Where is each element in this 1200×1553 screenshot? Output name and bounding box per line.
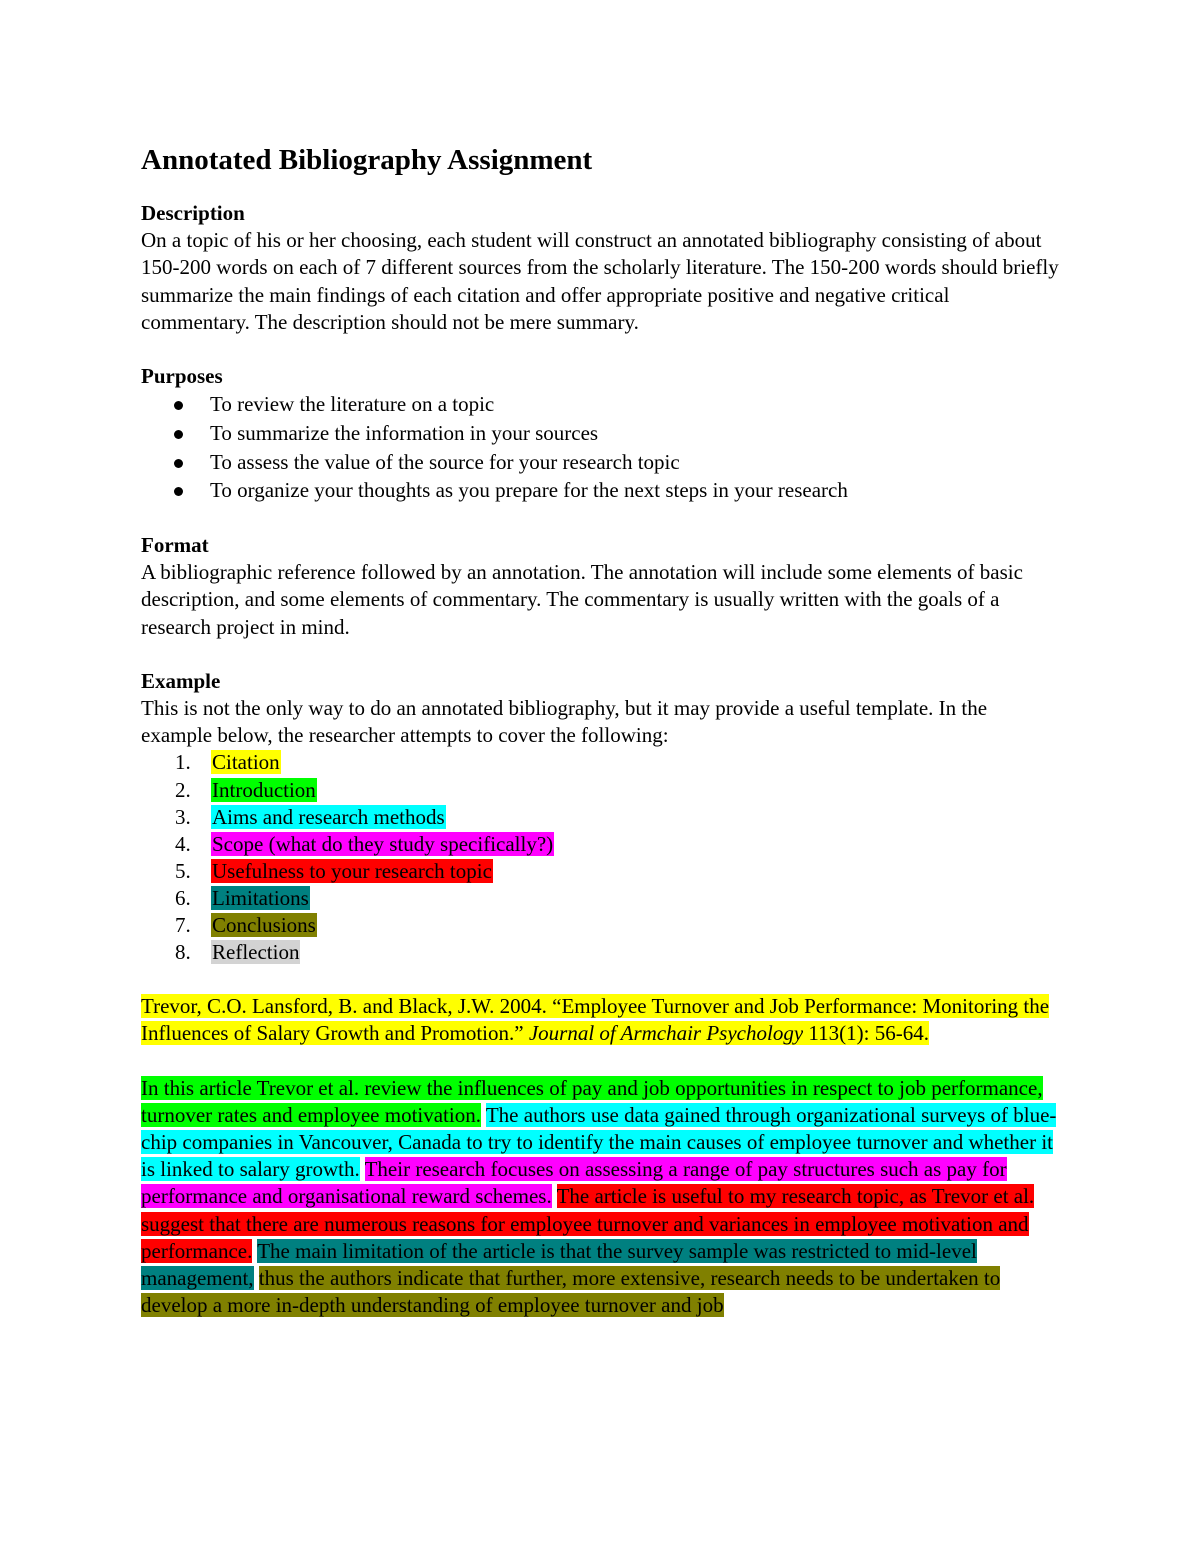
list-number: 6. bbox=[175, 885, 191, 910]
list-number: 5. bbox=[175, 858, 191, 883]
list-item bbox=[141, 777, 1061, 804]
purpose-text: To summarize the information in your sources bbox=[210, 420, 599, 445]
citation-journal: Journal of Armchair Psychology bbox=[528, 1021, 804, 1046]
list-number: 4. bbox=[175, 831, 191, 856]
list-item bbox=[141, 804, 1061, 831]
list-item bbox=[141, 912, 1061, 939]
annotation-usefulness: The article is useful to my research topic, as Trevor et al. suggest that there are numerous reasons for employee turnover and variances in employee motivation and performance. bbox=[141, 1184, 1035, 1263]
format-text: A bibliographic reference followed by an annotation. The annotation will include some elements of basic description, and some elements of commentary. The commentary is usually written with the goals of a research project in mind. bbox=[141, 560, 1023, 639]
annotation-introduction: In this article Trevor et al. review the influences of pay and job opportunities in respect to job performance, turnover rates and employee motivation. bbox=[141, 1075, 1043, 1127]
element-label-introduction: Introduction bbox=[212, 777, 316, 802]
bullet-icon bbox=[174, 401, 183, 410]
list-item bbox=[141, 885, 1061, 912]
list-number: 1. bbox=[175, 750, 191, 775]
list-number: 3. bbox=[175, 804, 191, 829]
purposes-list bbox=[141, 390, 1061, 505]
citation-authors-title: Trevor, C.O. Lansford, B. and Black, J.W. 2004. “Employee Turnover and Job Performance: Monitoring the Influences of Salary Growth and Promotion.” bbox=[141, 994, 1050, 1046]
document-page bbox=[141, 140, 1061, 1319]
list-number: 8. bbox=[175, 940, 191, 965]
list-number: 7. bbox=[175, 913, 191, 938]
bullet-icon bbox=[174, 487, 183, 496]
element-label-reflection: Reflection bbox=[212, 940, 300, 965]
list-item bbox=[141, 476, 1061, 505]
element-list bbox=[141, 749, 1061, 966]
purpose-text: To organize your thoughts as you prepare for the next steps in your research bbox=[210, 478, 848, 503]
description-text: On a topic of his or her choosing, each student will construct an annotated bibliography consisting of about 150-200 words on each of 7 different sources from the scholarly literature. The 150-200 words should briefly summarize the main findings of each citation and offer appropriate positive and negative critical commentary. The description should not be mere summary. bbox=[141, 228, 1059, 334]
list-item bbox=[141, 390, 1061, 419]
citation-volume-pages: 113(1): 56-64. bbox=[803, 1021, 929, 1046]
list-item bbox=[141, 419, 1061, 448]
format-heading: Format bbox=[141, 533, 209, 558]
example-intro: This is not the only way to do an annotated bibliography, but it may provide a useful template. In the example below, the researcher attempts to cover the following: bbox=[141, 696, 988, 748]
purposes-section bbox=[141, 363, 1061, 505]
example-section bbox=[141, 668, 1061, 966]
list-item bbox=[141, 448, 1061, 477]
element-label-limitations: Limitations bbox=[212, 885, 309, 910]
format-section bbox=[141, 532, 1061, 641]
annotation-paragraph bbox=[141, 1075, 1061, 1320]
list-item bbox=[141, 858, 1061, 885]
bullet-icon bbox=[174, 430, 183, 439]
annotation-scope: Their research focuses on assessing a range of pay structures such as pay for performance and organisational reward schemes. bbox=[141, 1157, 1007, 1209]
purpose-text: To assess the value of the source for your research topic bbox=[210, 449, 680, 474]
annotation-aims: The authors use data gained through organizational surveys of blue-chip companies in Vancouver, Canada to try to identify the main causes of employee turnover and whether it is linked to salary growth. bbox=[141, 1102, 1057, 1182]
bullet-icon bbox=[174, 459, 183, 468]
list-item bbox=[141, 939, 1061, 966]
element-label-scope: Scope (what do they study specifically?) bbox=[212, 831, 554, 856]
annotation-conclusions: thus the authors indicate that further, more extensive, research needs to be undertaken to develop a more in-depth understanding of employee turnover and job bbox=[141, 1266, 1001, 1318]
list-item bbox=[141, 831, 1061, 858]
list-item bbox=[141, 749, 1061, 776]
element-label-usefulness: Usefulness to your research topic bbox=[212, 858, 492, 883]
description-section bbox=[141, 200, 1061, 336]
list-number: 2. bbox=[175, 777, 191, 802]
purposes-heading: Purposes bbox=[141, 364, 223, 389]
purpose-text: To review the literature on a topic bbox=[210, 392, 495, 417]
element-label-conclusions: Conclusions bbox=[212, 913, 316, 938]
document-title: Annotated Bibliography Assignment bbox=[141, 144, 593, 176]
example-heading: Example bbox=[141, 668, 221, 693]
element-label-aims: Aims and research methods bbox=[212, 804, 445, 829]
citation-reference bbox=[141, 993, 1061, 1047]
element-label-citation: Citation bbox=[212, 750, 280, 775]
description-heading: Description bbox=[141, 201, 245, 225]
annotation-limitations: The main limitation of the article is that the survey sample was restricted to mid-level management, bbox=[141, 1238, 977, 1291]
